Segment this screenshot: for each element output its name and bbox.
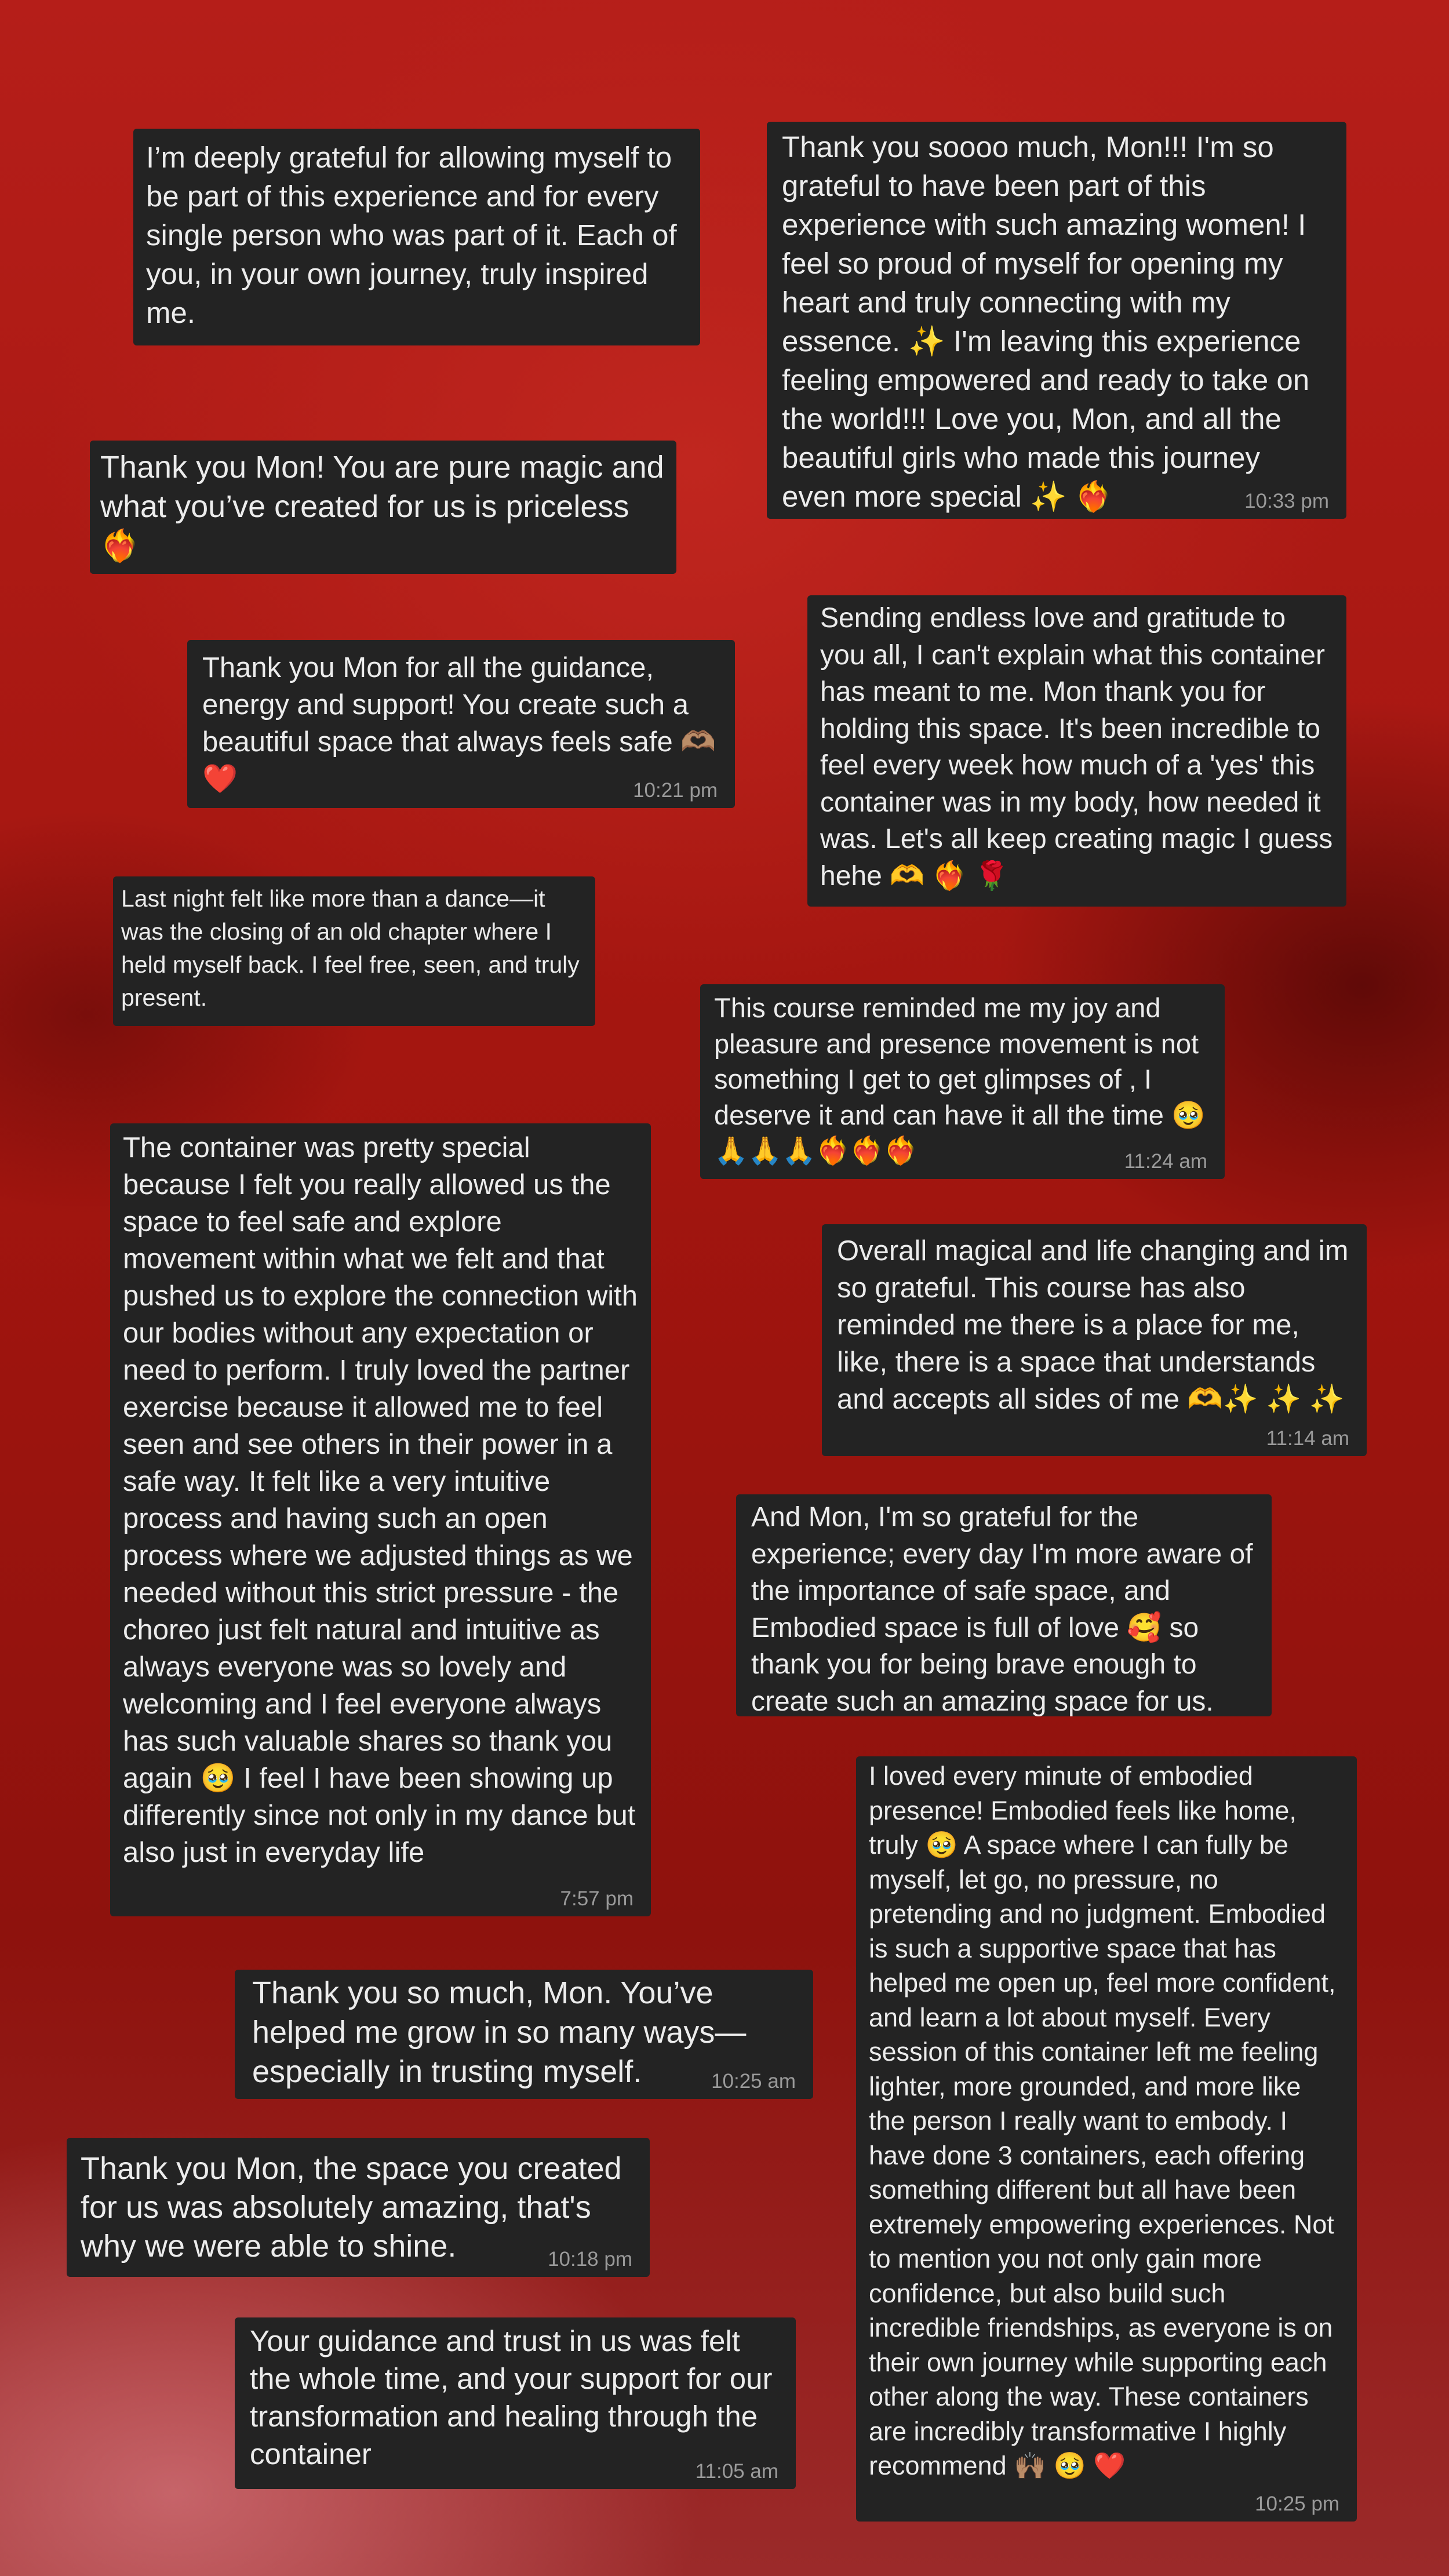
- message-timestamp: 10:25 am: [711, 2070, 796, 2093]
- message-text: This course reminded me my joy and pleasure and presence movement is not something I get to get glimpses of , I deserve it and can have it all the time 🥹🙏🙏🙏❤️‍🔥❤️‍🔥❤️‍🔥: [714, 992, 1206, 1166]
- message-bubble: [736, 1494, 1272, 1716]
- message-timestamp: 10:25 pm: [1255, 2493, 1339, 2515]
- message-text: I loved every minute of embodied presence! Embodied feels like home, truly 🥹 A space where I can fully be myself, let go, no pressure, no pretending and no judgment. Embodied is such a supportive space that has helped me open up, feel more confident, and learn a lot about myself. Every session of this container left me feeling lighter, more grounded, and more like the person I really want to embody. I have done 3 containers, each offering something different but all have been extremely empowering experiences. Not to mention you not only gain more confidence, but also build such incredible friendships, as everyone is on their own journey while supporting each other along the way. These containers are incredibly transformative I highly recommend 🙌🏽 🥹 ❤️: [869, 1761, 1336, 2480]
- message-bubble: [856, 1756, 1357, 2522]
- message-timestamp: 11:05 am: [695, 2460, 778, 2483]
- message-bubble: [235, 2317, 796, 2489]
- message-timestamp: 10:21 pm: [633, 779, 718, 802]
- message-bubble: [767, 122, 1346, 519]
- message-text: Thank you Mon for all the guidance, energy and support! You create such a beautiful space that always feels safe 🫶🏽 ❤️: [202, 652, 716, 795]
- message-text: Overall magical and life changing and im so grateful. This course has also reminded me there is a place for me, like, there is a space that understands and accepts all sides of me 🫶✨ ✨ ✨: [837, 1235, 1349, 1415]
- message-bubble: [187, 640, 735, 808]
- message-text: Thank you so much, Mon. You’ve helped me grow in so many ways—especially in trusting myself.: [252, 1975, 747, 2089]
- message-text: Thank you soooo much, Mon!!! I'm so grateful to have been part of this experience with such amazing women! I feel so proud of myself for opening my heart and truly connecting with my essence. ✨ I'm leaving this experience feeling empowered and ready to take on the world!!! Love you, Mon, and all the beautiful girls who made this journey even more special ✨ ❤️‍🔥: [782, 130, 1310, 513]
- message-text: I’m deeply grateful for allowing myself to be part of this experience and for every single person who was part of it. Each of you, in your own journey, truly inspired me.: [146, 141, 677, 329]
- message-bubble: [700, 984, 1225, 1179]
- message-text: And Mon, I'm so grateful for the experience; every day I'm more aware of the importance of safe space, and Embodied space is full of love 🥰 so thank you for being brave enough to create such an amazing space for us.: [751, 1502, 1253, 1717]
- message-bubble: [113, 876, 595, 1026]
- message-text: Thank you Mon, the space you created for us was absolutely amazing, that's why we were able to shine.: [81, 2151, 622, 2264]
- message-text: Sending endless love and gratitude to you all, I can't explain what this container has meant to me. Mon thank you for holding this space. It's been incredible to feel every week how much of a 'yes' this container was in my body, how needed it was. Let's all keep creating magic I guess hehe 🫶 ❤️‍🔥 🌹: [820, 603, 1333, 892]
- message-timestamp: 10:33 pm: [1244, 490, 1329, 512]
- message-timestamp: 10:18 pm: [548, 2248, 632, 2271]
- message-bubble: [807, 595, 1346, 907]
- message-bubble: [133, 129, 700, 345]
- message-bubble: [822, 1224, 1367, 1456]
- message-timestamp: 7:57 pm: [560, 1887, 634, 1910]
- message-bubble: [67, 2138, 650, 2277]
- message-text: Thank you Mon! You are pure magic and what you’ve created for us is priceless ❤️‍🔥: [100, 450, 664, 563]
- message-bubble: [110, 1123, 651, 1916]
- message-text: Your guidance and trust in us was felt the whole time, and your support for our transformation and healing through the container: [250, 2324, 773, 2471]
- message-timestamp: 11:24 am: [1124, 1150, 1207, 1173]
- message-bubble: [235, 1970, 813, 2099]
- message-text: Last night felt like more than a dance—it was the closing of an old chapter where I held myself back. I feel free, seen, and truly present.: [121, 885, 580, 1011]
- message-timestamp: 11:14 am: [1266, 1427, 1349, 1450]
- message-text: The container was pretty special because I felt you really allowed us the space to feel safe and explore movement within what we felt and that pushed us to explore the connection with our bodies without any expectation or need to perform. I truly loved the partner exercise because it allowed me to feel seen and see others in their power in a safe way. It felt like a very intuitive process and having such an open process where we adjusted things as we needed without this strict pressure - the choreo just felt natural and intuitive as always everyone was so lovely and welcoming and I feel everyone always has such valuable shares so thank you again 🥹 I feel I have been showing up differently since not only in my dance but also just in everyday life: [123, 1132, 638, 1868]
- message-bubble: [90, 441, 676, 574]
